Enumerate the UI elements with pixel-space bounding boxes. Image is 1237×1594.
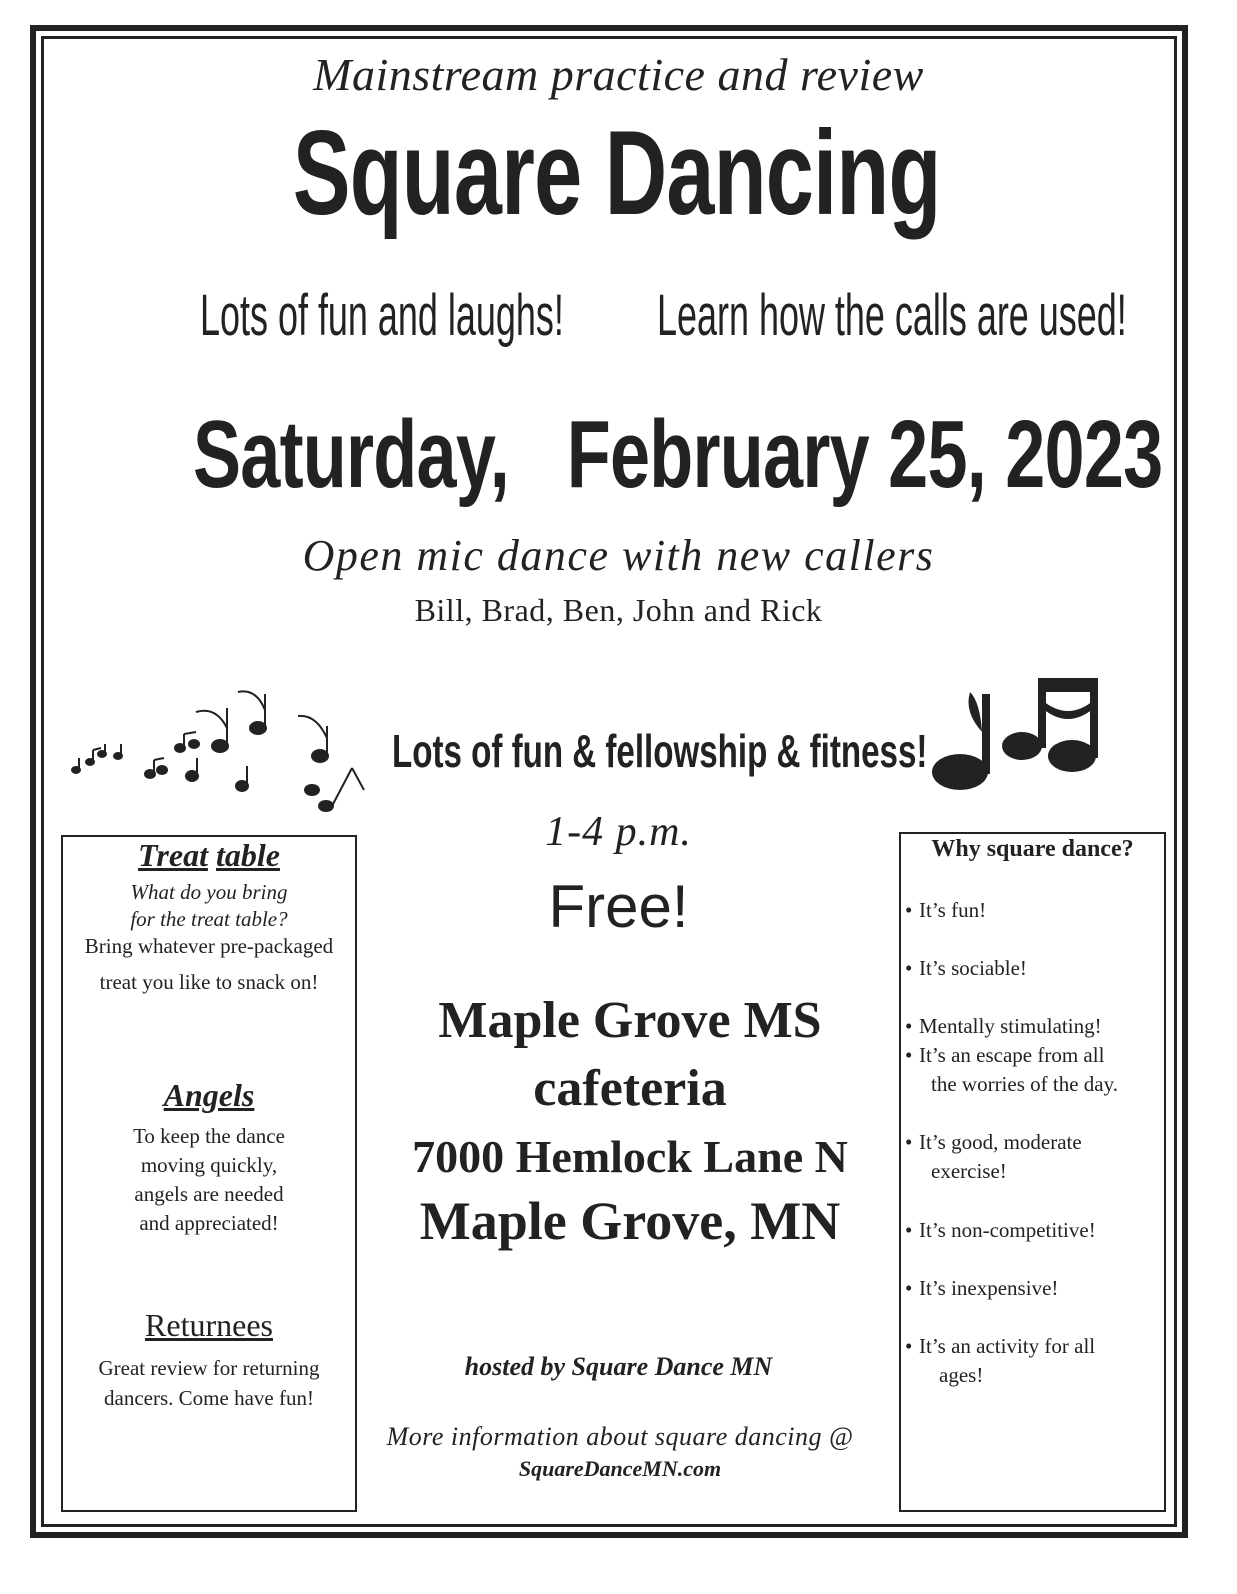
list-item — [905, 1274, 1160, 1303]
list-item — [905, 1332, 1160, 1390]
bullet-text: It’s non-competitive! — [919, 1218, 1096, 1242]
angels-heading: Angels — [163, 1077, 255, 1113]
bullet-text: It’s an escape from all — [919, 1043, 1105, 1067]
treat-question-2: for the treat table? — [130, 907, 288, 931]
venue-name: Maple Grove MS — [438, 992, 822, 1049]
address-city: Maple Grove, MN — [419, 1191, 841, 1251]
tagline-right: Learn how the calls are used! — [657, 283, 1127, 348]
scattered-music-notes-icon — [66, 688, 366, 818]
callers-list: Bill, Brad, Ben, John and Rick — [414, 592, 823, 628]
treat-word: Treat — [138, 837, 208, 873]
angels-text-1: To keep the dance — [133, 1124, 285, 1148]
tagline-left: Lots of fun and laughs! — [200, 283, 564, 348]
info-box-left — [61, 835, 357, 1512]
angels-text-3: angels are needed — [134, 1182, 284, 1206]
address-street: 7000 Hemlock Lane N — [412, 1131, 848, 1182]
treat-text-1: Bring whatever pre-packaged — [84, 934, 334, 958]
bullet-dot: • — [905, 956, 913, 980]
returnees-text-2: dancers. Come have fun! — [104, 1386, 314, 1410]
bullet-text: Mentally stimulating! — [919, 1014, 1102, 1038]
bullet-text-cont: the worries of the day. — [931, 1072, 1118, 1096]
angels-text-2: moving quickly, — [140, 1153, 278, 1177]
smiling-music-notes-icon — [930, 672, 1106, 796]
list-item — [905, 1012, 1160, 1041]
bullet-text: It’s inexpensive! — [919, 1276, 1059, 1300]
angels-text-4: and appreciated! — [139, 1211, 279, 1235]
open-mic-heading: Open mic dance with new callers — [302, 531, 935, 580]
venue-room: cafeteria — [533, 1060, 727, 1117]
info-box-right — [899, 832, 1166, 1512]
bullet-text: It’s good, moderate — [919, 1130, 1082, 1154]
list-item — [905, 1216, 1160, 1245]
list-item — [905, 954, 1160, 983]
treat-text-2: treat you like to snack on! — [99, 970, 319, 994]
bullet-text: It’s an activity for all — [919, 1334, 1096, 1358]
returnees-heading: Returnees — [145, 1307, 273, 1343]
more-info-text: More information about square dancing @ — [386, 1422, 854, 1451]
event-price: Free! — [548, 873, 689, 940]
flyer-subtitle: Mainstream practice and review — [313, 49, 924, 100]
bullet-dot: • — [905, 1130, 913, 1154]
event-date: Saturday, February 25, 2023 — [193, 401, 1163, 508]
treat-table-heading — [63, 837, 355, 874]
bullet-text: It’s sociable! — [919, 956, 1027, 980]
table-word: table — [215, 837, 280, 873]
why-heading: Why square dance? — [931, 836, 1134, 862]
list-item — [905, 1041, 1160, 1099]
bullet-dot: • — [905, 1043, 913, 1067]
hosted-by: hosted by Square Dance MN — [464, 1352, 773, 1381]
returnees-text-1: Great review for returning — [98, 1356, 320, 1380]
bullet-dot: • — [905, 1276, 913, 1300]
bullet-text-cont: exercise! — [931, 1159, 1007, 1183]
event-time: 1-4 p.m. — [545, 809, 692, 855]
website-link[interactable]: SquareDanceMN.com — [518, 1456, 722, 1481]
flyer-title: Square Dancing — [292, 106, 941, 240]
fellowship-line: Lots of fun & fellowship & fitness! — [392, 725, 928, 777]
list-item — [905, 1128, 1160, 1186]
bullet-dot: • — [905, 1014, 913, 1038]
treat-question-1: What do you bring — [130, 880, 288, 904]
bullet-text: It’s fun! — [919, 898, 987, 922]
list-item — [905, 896, 1160, 925]
bullet-dot: • — [905, 1334, 913, 1358]
bullet-dot: • — [905, 898, 913, 922]
bullet-text-cont: ages! — [939, 1363, 984, 1387]
bullet-dot: • — [905, 1218, 913, 1242]
